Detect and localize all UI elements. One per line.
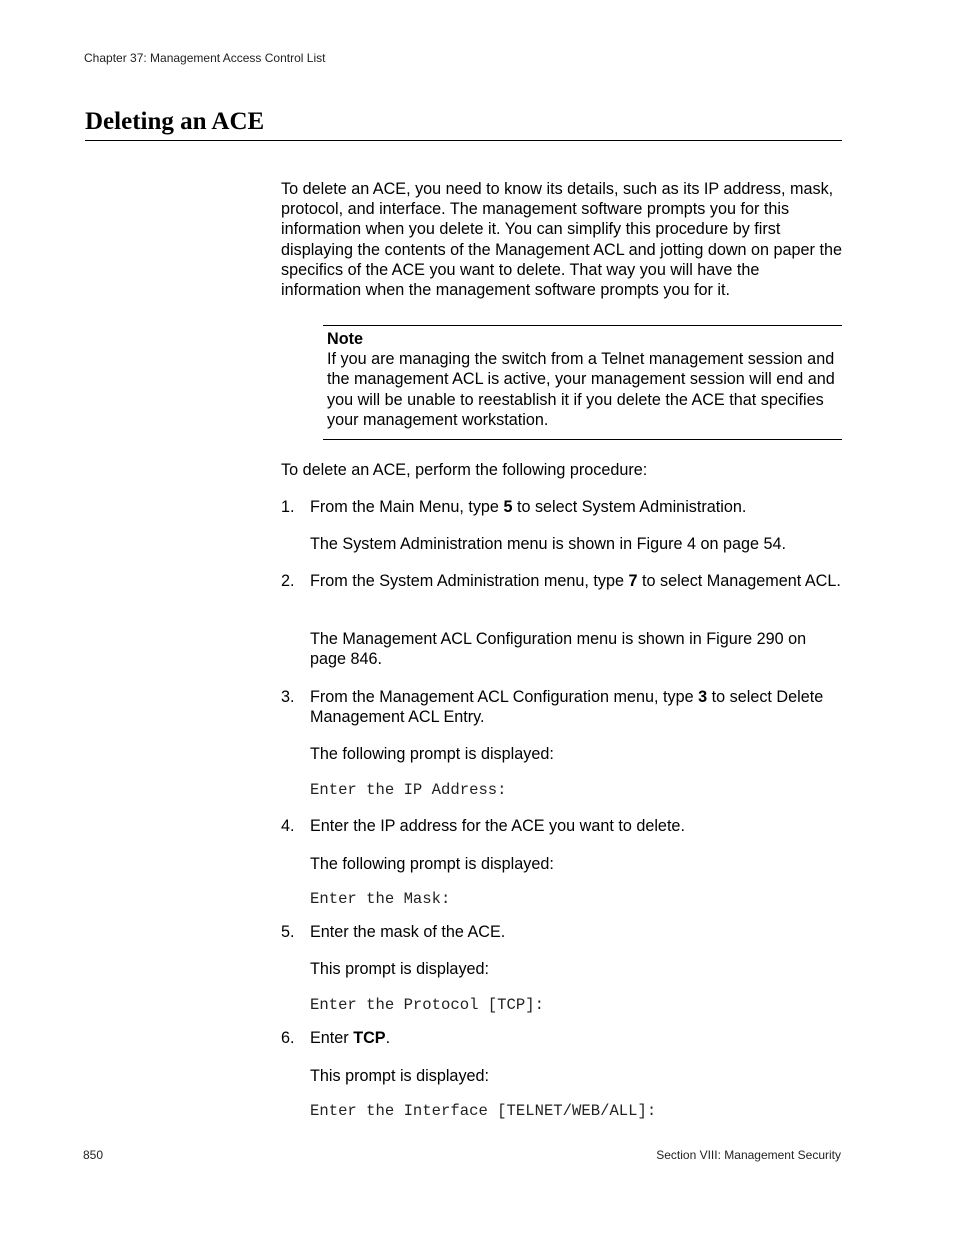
step-number: 6. (281, 1029, 295, 1047)
step-instruction: From the System Administration menu, type 7 to select Management ACL. (310, 572, 841, 590)
step-number: 5. (281, 923, 295, 941)
running-header: Chapter 37: Management Access Control List (84, 51, 326, 65)
step-number: 2. (281, 572, 295, 590)
step-result: The Management ACL Configuration menu is shown in Figure 290 on page 846. (310, 630, 807, 669)
step-instruction: Enter the mask of the ACE. (310, 923, 506, 941)
console-prompt: Enter the Mask: (310, 890, 451, 908)
step-instruction: Enter the IP address for the ACE you want to delete. (310, 817, 685, 835)
step-instruction: Enter TCP. (310, 1029, 391, 1047)
console-prompt: Enter the Interface [TELNET/WEB/ALL]: (310, 1102, 657, 1120)
page-number: 850 (83, 1148, 104, 1162)
step-instruction: From the Management ACL Configuration menu, type 3 to select Delete Management ACL Entry. (310, 688, 824, 727)
note-box (323, 325, 842, 440)
running-footer: Section VIII: Management Security (656, 1148, 841, 1162)
step-result: The following prompt is displayed: (310, 745, 554, 763)
note-text: If you are managing the switch from a Telnet management session and the management ACL is active, your management session will end and you will be unable to reestablish it if you delete the ACE that specifies your management workstation. (327, 350, 835, 429)
step-result: The System Administration menu is shown in Figure 4 on page 54. (310, 535, 786, 553)
intro-paragraph: To delete an ACE, you need to know its details, such as its IP address, mask, protocol, and interface. The management software prompts you for this information when you delete it. You can simplify this procedure by first displaying the contents of the Management ACL and jotting down on paper the specifics of the ACE you want to delete. That way you will have the information when the management software prompts you for it. (281, 180, 842, 300)
step-number: 4. (281, 817, 295, 835)
console-prompt: Enter the IP Address: (310, 781, 507, 799)
step-key: 5 (503, 498, 513, 516)
step-result: The following prompt is displayed: (310, 855, 554, 873)
section-title: Deleting an ACE (85, 108, 265, 135)
procedure-lead: To delete an ACE, perform the following procedure: (281, 461, 648, 479)
note-label: Note (327, 330, 363, 348)
step-key: 3 (698, 688, 708, 706)
step-result: This prompt is displayed: (310, 1067, 490, 1085)
step-instruction: From the Main Menu, type 5 to select System Administration. (310, 498, 747, 516)
title-rule (85, 140, 842, 141)
step-number: 3. (281, 688, 295, 706)
console-prompt: Enter the Protocol [TCP]: (310, 996, 544, 1014)
step-key: TCP (353, 1029, 386, 1047)
step-result: This prompt is displayed: (310, 960, 490, 978)
step-number: 1. (281, 498, 295, 516)
step-key: 7 (628, 572, 638, 590)
